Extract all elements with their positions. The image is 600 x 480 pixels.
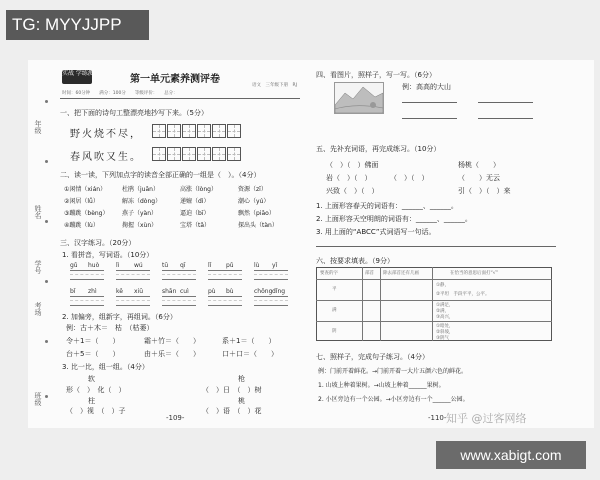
fill-word: 杨桃（ ） [458,161,500,169]
rail-dot [45,280,48,283]
answer-box[interactable] [254,270,288,280]
section-2-title: 二、读一读，下列加点字的读音全部正确的一组是（ ）。（4分） [60,171,261,179]
answer-box[interactable] [208,270,242,280]
pinyin-label: huò [88,262,100,269]
page-number-left: -109- [166,414,185,422]
rail-label: 年级 [34,120,42,134]
compare-row: 形（ ） 化（ ） [66,386,126,394]
reading-option: 逼迫（bī） [180,210,210,217]
writing-grid-cell[interactable] [182,124,196,138]
writing-grid-cell[interactable] [167,147,181,161]
section-5-title: 五、先补充词语，再完成练习。（10分） [316,145,441,153]
pinyin-label: zhì [88,288,97,295]
table-char: 阴 [332,329,337,334]
pinyin-label: kě [116,288,123,295]
compare-row: （ ）语 （ ）花 [202,407,262,415]
table-meaning: ②满， [436,309,452,314]
section-5-q1: 1. 上面形容春天的词语有：______、______。 [316,202,458,210]
pinyin-label: wú [134,262,143,269]
compare-char: 软 [88,375,95,383]
radical-item: 霜＋竹＝（ ） [144,337,200,345]
exam-meta: 时间：60分钟 满分：100分 等级评价： 总分： [62,91,178,96]
answer-box[interactable] [70,270,104,280]
table-meaning: ③阴气 [436,336,454,341]
reading-option: 解冻（dòng） [122,198,162,205]
rail-dot [45,340,48,343]
rail-label: 考场 [34,302,42,316]
answer-box[interactable] [208,296,242,306]
fill-word: 引（ ）（ ）来 [458,187,511,195]
table-header: 在恰当的意思后面打“√” [450,271,499,276]
right-page [310,60,592,428]
answer-box[interactable] [162,270,196,280]
writing-grid-cell[interactable] [197,124,211,138]
pinyin-label: pǔ [226,262,234,269]
section-7-example: 例：门前开着鲜花。→门前开着一大片五颜六色的鲜花。 [318,368,468,375]
rail-label: 学号 [34,260,42,274]
section-4-title: 四、看图片，照样子，写一写。（6分） [316,71,436,79]
rail-label: 姓名 [34,205,42,219]
section-7-q2: 2. 小区旁边有一个公园。→小区旁边有一个______公园。 [318,396,469,403]
writing-grid-cell[interactable] [227,147,241,161]
section-3-3: 3. 比一比，组一组。（4分） [62,363,149,371]
radical-item: 口＋口＝（ ） [222,350,278,358]
fill-word: 岩（ ）（ ） [326,174,372,182]
reading-option: ④蹦跳（lù） [64,222,99,229]
pinyin-label: gǔ [70,262,78,269]
pinyin-label: lù [254,262,260,269]
rail-dot [45,100,48,103]
table-meaning: ②平坦 手段平平，公平。 [436,292,490,297]
reading-option: 飘然（piāo） [238,210,275,217]
pinyin-label: bù [226,288,234,295]
reading-option: 掬握（xùn） [122,222,158,229]
writing-grid-cell[interactable] [152,147,166,161]
fill-word: （ ）无云 [458,174,500,182]
writing-grid-cell[interactable] [197,147,211,161]
reading-option: 递嬗（dì） [180,198,210,205]
watermark-bottom-label: www.xabigt.com [436,441,586,469]
section-3-2-example: 例：古＋木＝ 枯 （枯萎） [66,324,154,332]
pinyin-label: yǐ [272,262,278,269]
table-meaning: ①静， [436,283,452,288]
poem-line-1: 野火烧不尽， [70,129,142,140]
writing-grid-cell[interactable] [182,147,196,161]
pinyin-label: bǐ [70,288,76,295]
poem-line-2: 春风吹又生。 [70,152,142,163]
pinyin-label: chōng [254,288,273,295]
pinyin-label: shān [162,288,177,295]
fill-word: （ ）（ ）佛面 [326,161,379,169]
answer-box[interactable] [116,270,150,280]
subject-meta: 语文 三年级下册 RJ [252,83,297,88]
table-meaning: ③高兴， [436,315,456,320]
compare-char: 桃 [238,397,245,405]
writing-grid-cell[interactable] [227,124,241,138]
section-3-1: 1. 看拼音，写词语。（10分） [62,251,154,259]
page-title: 第一单元素养测评卷 [130,74,220,85]
reading-option: ③蹦跳（bèng） [64,210,109,217]
reading-option: ①闲情（xián） [64,186,107,193]
writing-grid-cell[interactable] [167,124,181,138]
radical-item: 由＋乐＝（ ） [144,350,200,358]
table-meaning: ①暗处， [436,324,456,329]
answer-box[interactable] [70,296,104,306]
pinyin-label: xiū [134,288,144,295]
section-4-example: 例：高高的大山 [402,83,451,91]
writing-grid-cell[interactable] [212,147,226,161]
table-header: 除去部首还有几画 [383,271,419,276]
section-6-title: 六、按要求填表。（9分） [316,257,394,265]
left-page [52,60,302,428]
compare-char: 枪 [238,375,245,383]
section-7-title: 七、照样子，完成句子练习。（4分） [316,353,429,361]
table-header: 部首 [365,271,374,276]
pinyin-label: dǐng [272,288,286,295]
writing-grid-cell[interactable] [212,124,226,138]
pinyin-label: cuì [180,288,189,295]
pinyin-label: qī [180,262,186,269]
radical-item: 令＋1＝（ ） [66,337,120,345]
reading-option: 高涨（lòng） [180,186,217,193]
answer-box[interactable] [254,296,288,306]
table-char: 满 [332,308,337,313]
page-number-right: -110- [428,414,447,422]
zhihu-watermark: 知乎 @过客网络 [446,412,527,425]
reading-option: 探出头（tàn） [238,222,278,229]
pinyin-label: lì [116,262,120,269]
compare-char: 柱 [88,397,95,405]
watermark-top-label: TG: MYYJJPP [6,10,149,40]
section-3-title: 三、汉字练习。（20分） [60,239,136,247]
answer-box[interactable] [116,296,150,306]
section-1-title: 一、把下面的诗句工整漂亮地抄写下来。（5分） [60,109,208,117]
reading-option: 宝塔（tǎ） [180,222,211,229]
answer-box[interactable] [162,296,196,306]
pinyin-label: tū [162,262,169,269]
fill-word: 兴致（ ）（ ） [326,187,379,195]
reading-option: 潮心（yú） [238,198,270,205]
table-meaning: ①满足， [436,303,456,308]
landscape-picture [334,82,384,114]
fill-word: （ ）（ ） [390,174,429,182]
rail-dot [45,160,48,163]
section-5-q2: 2. 上面形容天空明朗的词语有：______、______。 [316,215,472,223]
rail-label: 班级 [34,392,42,406]
section-7-q1: 1. 山坡上种着果树。→山坡上种着______果树。 [318,382,445,389]
rail-dot [45,395,48,398]
table-header: 要查的字 [320,271,338,276]
radical-item: 台＋5＝（ ） [66,350,120,358]
section-3-2: 2. 加偏旁，组新字，再组词。（6分） [62,313,177,321]
reading-option: 资源（zī） [238,186,267,193]
section-5-q3: 3. 用上面的“ABCC”式词语写一句话。 [316,228,436,236]
publisher-logo: 实战 学练测 [62,70,92,84]
compare-row: （ ）日 （ ）树 [202,386,262,394]
writing-grid-cell[interactable] [152,124,166,138]
table-meaning: ②斜坡， [436,330,456,335]
reading-option: 燕子（yàn） [122,210,158,217]
pinyin-label: pù [208,288,216,295]
reading-option: 杜鹃（juān） [122,186,159,193]
radical-item: 系＋1＝（ ） [222,337,276,345]
table-char: 平 [332,287,337,292]
rail-dot [45,220,48,223]
pinyin-label: lǐ [208,262,212,269]
binding-rail [28,80,50,410]
reading-option: ②闲居（lǚ） [64,198,99,205]
compare-row: （ ）视 （ ）子 [66,407,126,415]
